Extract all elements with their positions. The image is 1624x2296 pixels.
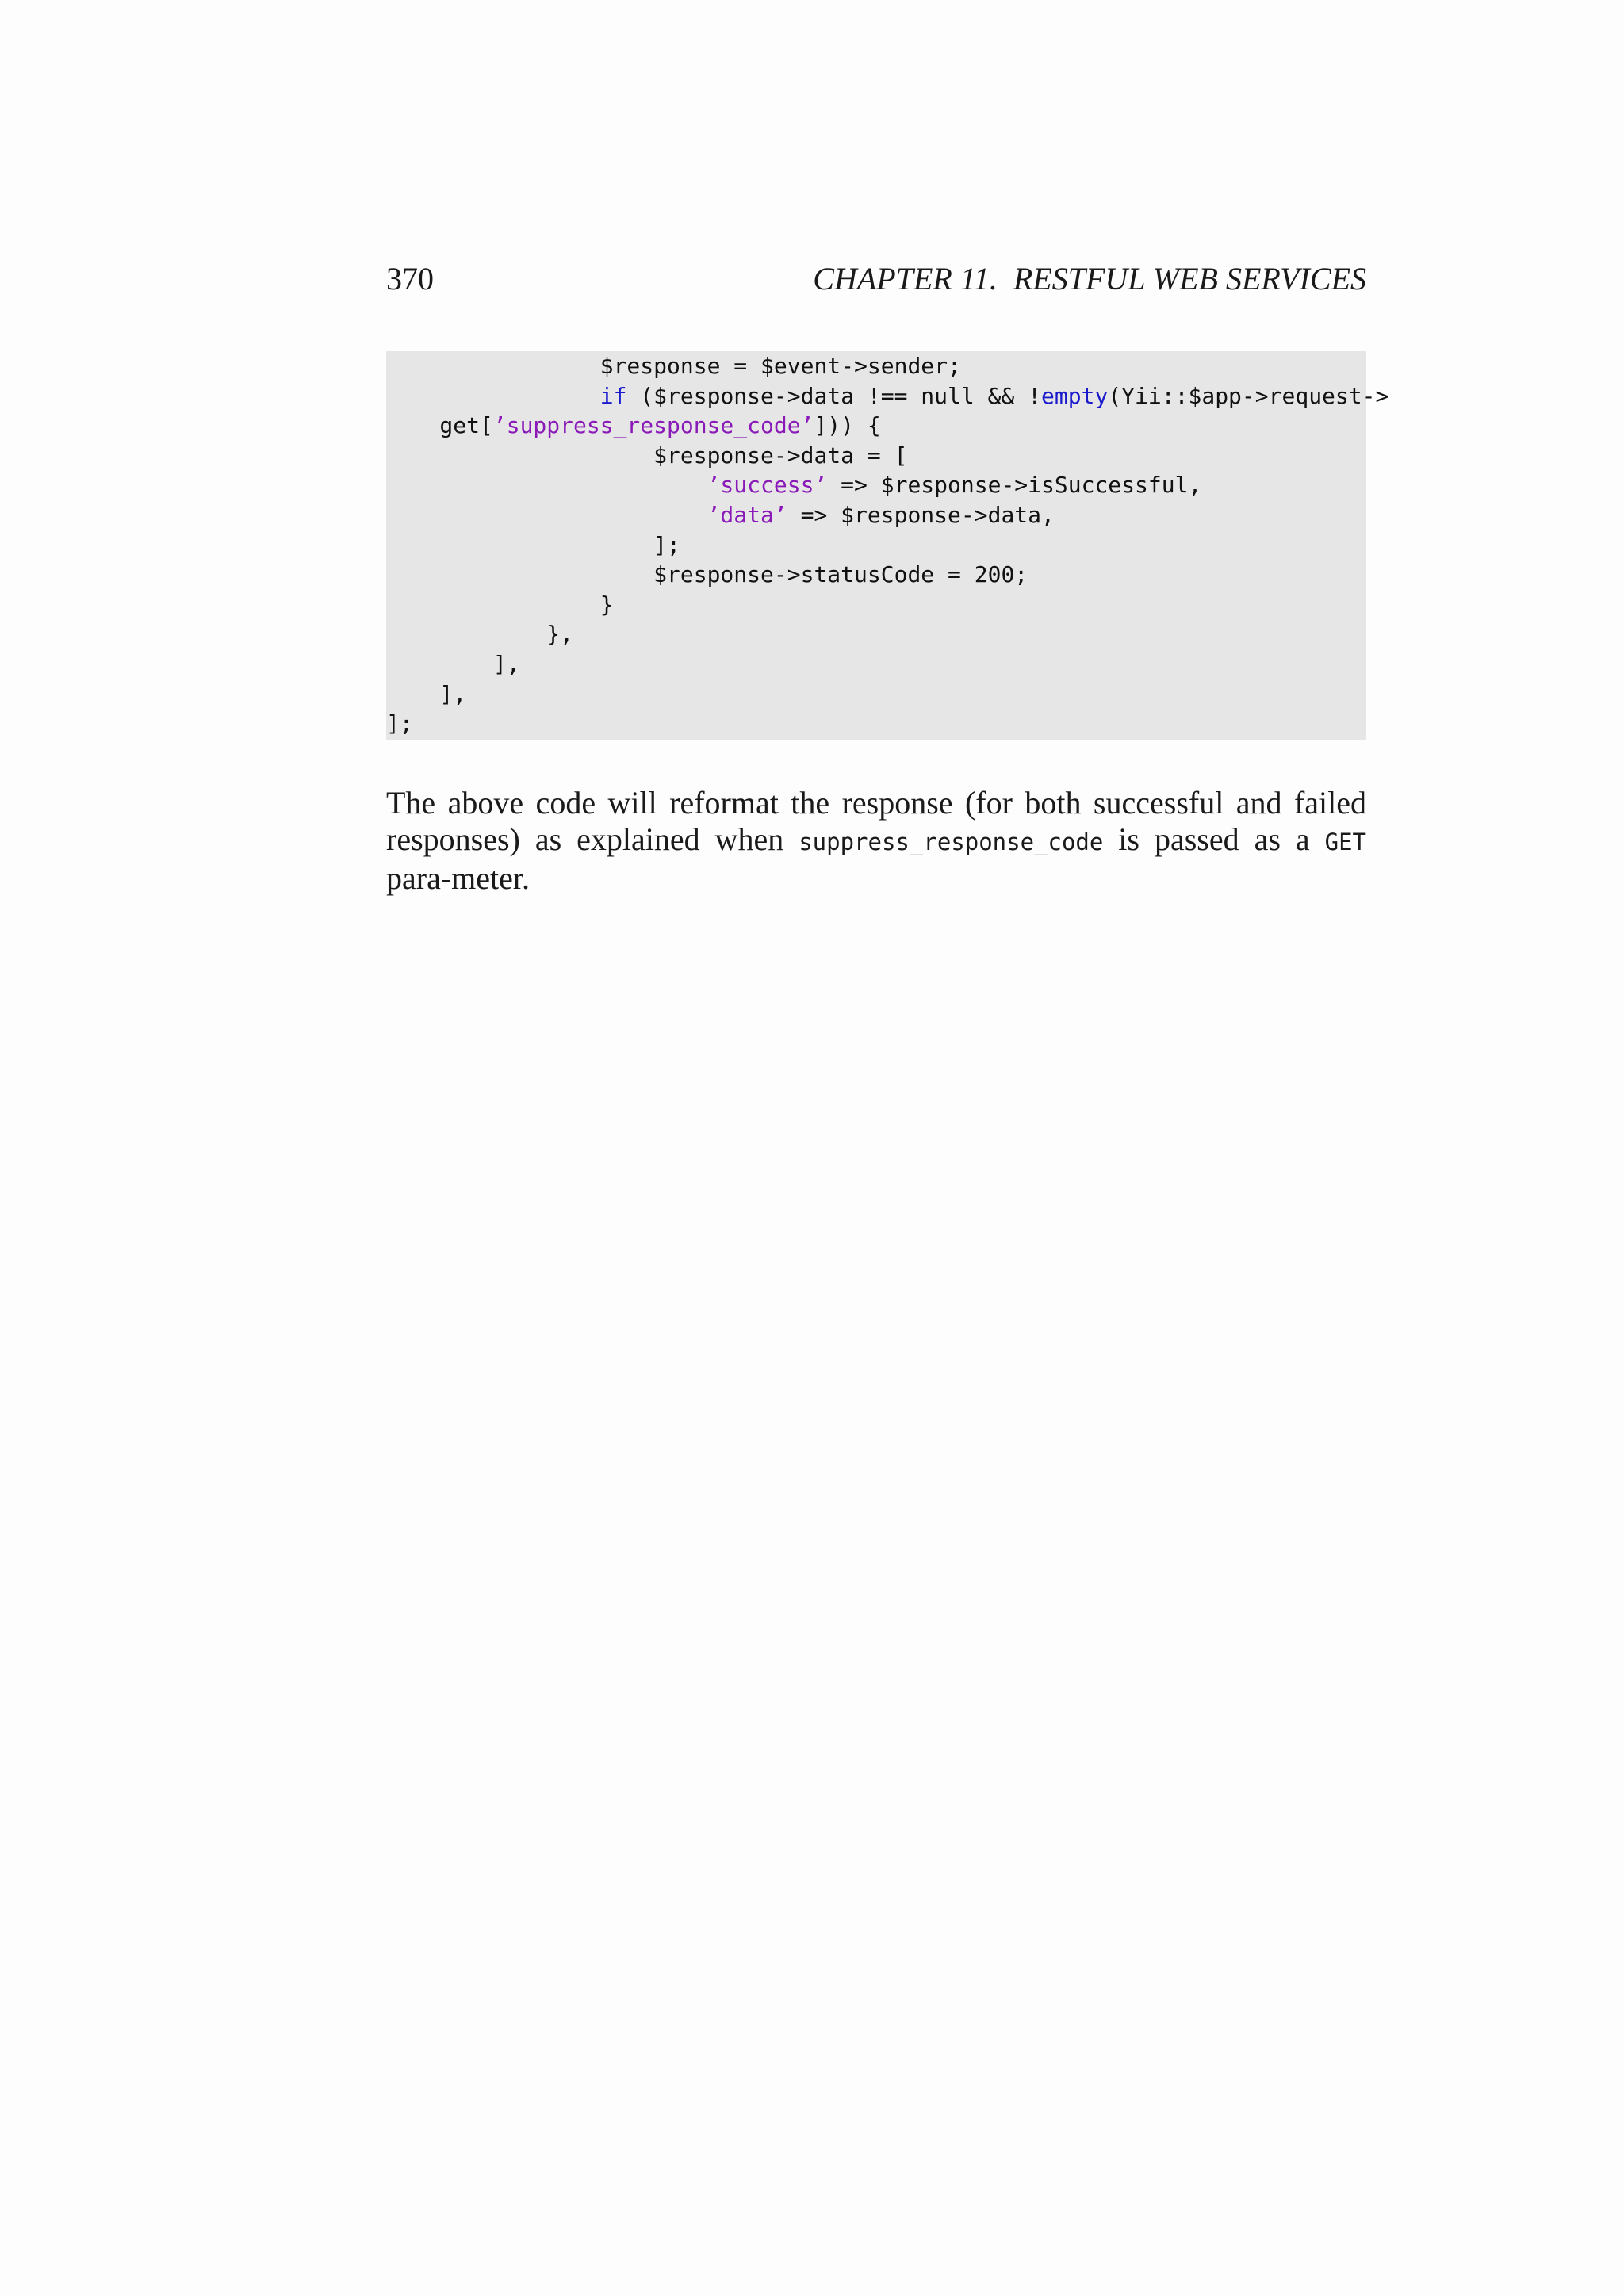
code-line: [386, 381, 1389, 411]
code-line: [386, 470, 1366, 500]
code-line: [386, 351, 1366, 381]
code-line: [386, 649, 1366, 679]
code-line: [386, 590, 1366, 620]
code-line: [386, 500, 1366, 530]
code-text: },: [386, 621, 574, 648]
code-line: [386, 411, 1366, 441]
paragraph-text: The above code will reformat the response (for both successful and failed responses) as explained when: [386, 785, 1366, 857]
code-line: [386, 441, 1366, 471]
code-text: ($response->data !== null && !: [626, 382, 1042, 409]
code-text: $response->statusCode = 200;: [386, 561, 1028, 588]
code-text: ],: [386, 680, 467, 707]
inline-code: GET: [1324, 828, 1367, 855]
inline-code: suppress_response_code: [799, 828, 1104, 855]
code-text: }: [386, 591, 614, 618]
paragraph-text: para-meter.: [386, 860, 530, 896]
code-text: [386, 472, 707, 498]
code-text: => $response->isSuccessful,: [827, 472, 1202, 499]
code-text: $response->data = [: [386, 442, 908, 469]
code-line: [386, 560, 1366, 590]
code-text: $response = $event->sender;: [386, 353, 961, 379]
code-line: [386, 709, 1366, 739]
chapter-title: CHAPTER 11. RESTFUL WEB SERVICES: [813, 261, 1366, 297]
code-text: [386, 502, 707, 528]
code-line: [386, 530, 1366, 561]
page-number: 370: [386, 261, 434, 297]
code-listing: [386, 351, 1389, 740]
code-line: [386, 679, 1366, 710]
code-text: ];: [386, 531, 680, 558]
code-keyword: empty: [1041, 382, 1109, 409]
code-text: ];: [386, 710, 413, 737]
code-string: ’success’: [707, 472, 828, 499]
code-string: ’suppress_response_code’: [492, 412, 814, 439]
body-paragraph: [386, 785, 1366, 897]
code-text: get[: [386, 412, 493, 439]
code-text: ])) {: [814, 412, 881, 439]
code-text: ],: [386, 650, 520, 677]
code-text: (Yii::$app->request->: [1108, 382, 1389, 409]
code-string: ’data’: [707, 501, 787, 528]
code-keyword: if: [599, 382, 627, 409]
code-text: => $response->data,: [787, 501, 1055, 528]
code-text: [386, 383, 600, 409]
paragraph-text: is passed as a: [1103, 821, 1325, 857]
code-line: [386, 619, 1366, 649]
running-head: [386, 255, 1366, 300]
